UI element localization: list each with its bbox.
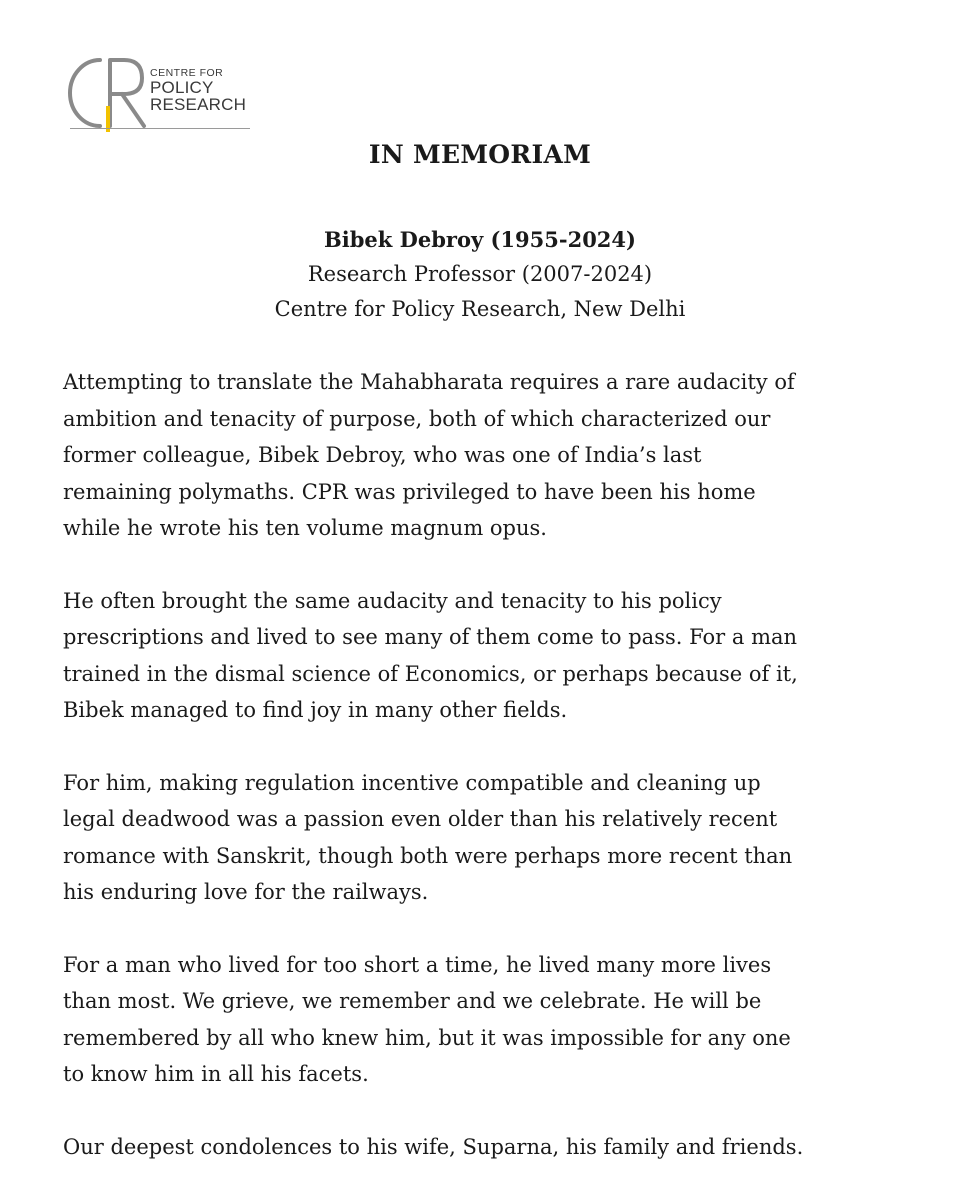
paragraph-4: For a man who lived for too short a time, he lived many more lives than most. We grieve, we remember and we celebrate. He will be remembered by all who knew him, but it was impossible for any one to know him in all his facets. (63, 952, 791, 1086)
page-title: IN MEMORIAM (368, 140, 592, 169)
paragraph-2: He often brought the same audacity and tenacity to his policy prescriptions and lived to see many of them come to pass. For a man trained in the dismal science of Economics, or perhaps because of it, Bibek managed to find joy in many other fields. (63, 588, 798, 722)
logo-underline (70, 128, 250, 129)
logo-wordmark (150, 68, 246, 113)
logo-line-policy: POLICY (150, 77, 214, 97)
person-affiliation: Centre for Policy Research, New Delhi (274, 297, 686, 321)
paragraph-3: For him, making regulation incentive compatible and cleaning up legal deadwood was a passion even older than his relatively recent romance with Sanskrit, though both were perhaps more recent than his enduring love for the railways. (63, 770, 793, 904)
memoriam-body (63, 364, 923, 1201)
person-name: Bibek Debroy (1955-2024) (324, 227, 636, 252)
person-role: Research Professor (2007-2024) (307, 262, 653, 286)
person-block (0, 222, 960, 327)
logo-line-research: RESEARCH (150, 95, 247, 115)
paragraph-5: Our deepest condolences to his wife, Suparna, his family and friends. (63, 1134, 804, 1159)
paragraph-1: Attempting to translate the Mahabharata requires a rare audacity of ambition and tenacity of purpose, both of which characterized our former colleague, Bibek Debroy, who was one of India’s last remaining polymaths. CPR was privileged to have been his home while he wrote his ten volume magnum opus. (63, 370, 795, 540)
cpr-monogram-icon (66, 54, 156, 134)
logo-line-centre-for: CENTRE FOR (150, 67, 224, 79)
cpr-logo (66, 54, 256, 134)
